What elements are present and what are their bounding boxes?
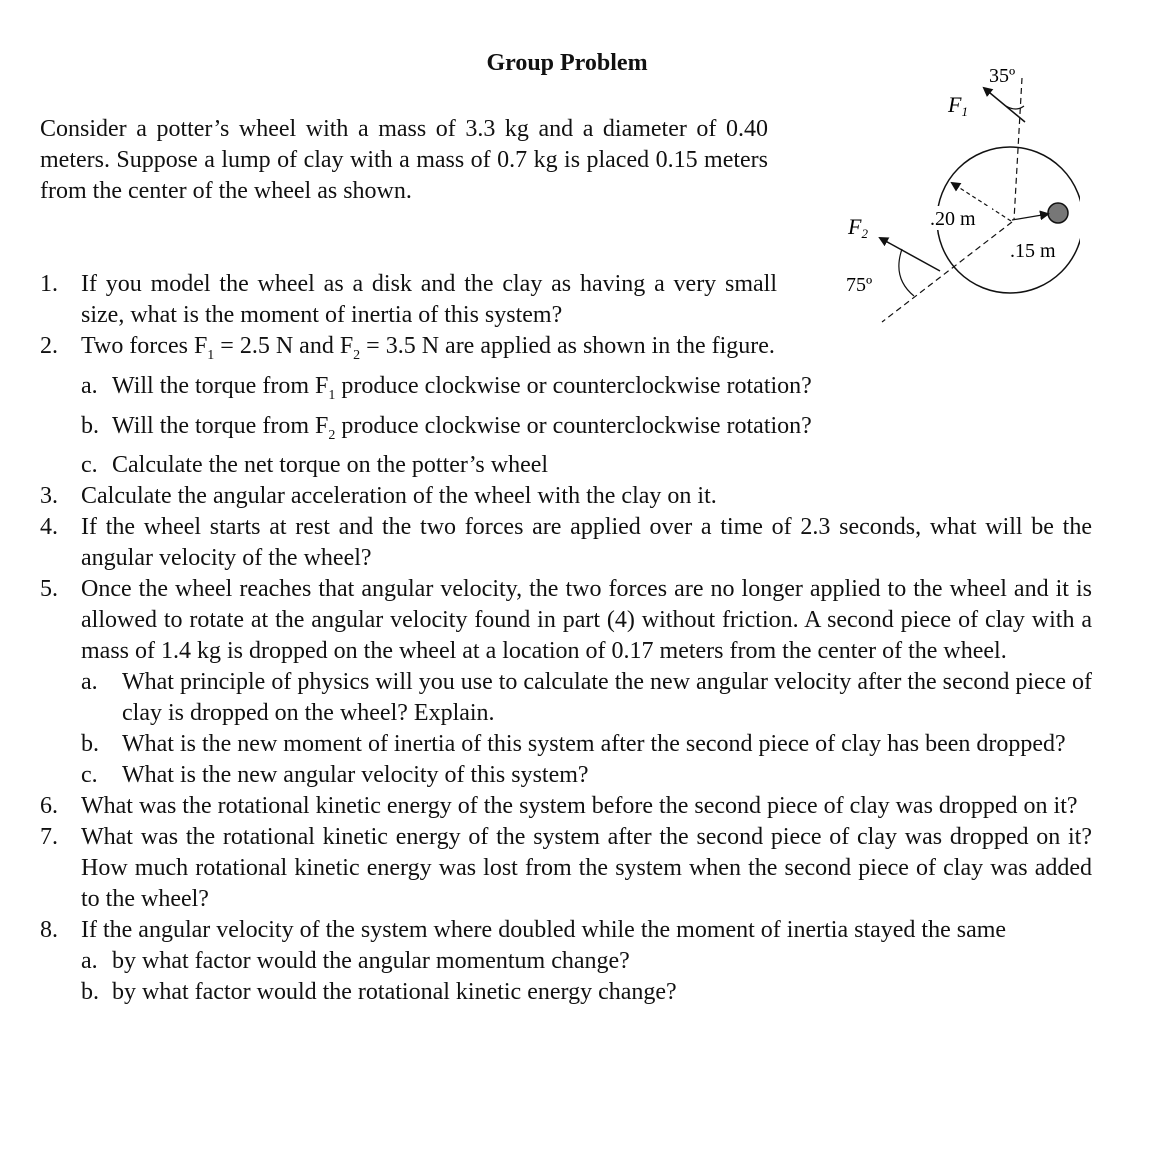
f2-label: F2 <box>848 214 868 241</box>
question-list <box>40 269 1092 1008</box>
clay-distance-arrow <box>1012 214 1048 220</box>
question-text: What was the rotational kinetic energy of the system after the second piece of clay was dropped on it? How much rotational kinetic energy was lost from the system when the second piece of clay was added to the wheel? <box>81 824 1092 913</box>
question-2 <box>40 331 1092 481</box>
intro-paragraph: Consider a potter’s wheel with a mass of 3.3 kg and a diameter of 0.40 meters. Suppose a lump of clay with a mass of 0.7 kg is placed 0.15 meters from the center of the wheel as shown. <box>40 116 768 204</box>
question-text: Two forces $F_1 = 2.5$ N and $F_2 = 3.5$ N are applied as shown in the figure. <box>81 333 775 363</box>
question-7 <box>40 822 1092 915</box>
question-4 <box>40 512 1092 574</box>
question-8a: a. by what factor would the angular momentum change? <box>81 948 630 975</box>
question-number: 8. <box>40 917 58 944</box>
question-1 <box>40 269 1092 331</box>
f1-reference-line <box>1014 78 1022 220</box>
question-text: Once the wheel reaches that angular velocity, the two forces are no longer applied to the wheel and it is allowed to rotate at the angular velocity found in part (4) without friction. A second piece of clay with a mass of 1.4 kg is dropped on the wheel at a location of 0.17 meters from the center of the wheel. <box>81 576 1092 665</box>
question-text: If you model the wheel as a disk and the clay as having a very small size, what is the moment of inertia of this system? <box>81 271 777 328</box>
question-2c: c. Calculate the net torque on the potter’s wheel <box>81 452 549 479</box>
question-2b: b. Will the torque from $F_2$ produce clockwise or counterclockwise rotation? <box>81 412 812 443</box>
question-2a: a. Will the torque from $F_1$ produce clockwise or counterclockwise rotation? <box>81 372 812 403</box>
question-5 <box>40 574 1092 791</box>
clay-distance-label: .15 m <box>1010 240 1056 262</box>
question-5b: b. What is the new moment of inertia of this system after the second piece of clay has been dropped? <box>81 731 1066 758</box>
f1-arrow <box>984 88 1025 122</box>
question-number: 2. <box>40 333 58 359</box>
question-8 <box>40 915 1092 1008</box>
question-number: 4. <box>40 514 58 541</box>
question-number: 3. <box>40 483 58 510</box>
question-number: 1. <box>40 271 58 297</box>
angle2-label: 75º <box>846 274 873 296</box>
f1-label: F1 <box>948 92 968 119</box>
page-title: Group Problem <box>486 50 648 76</box>
question-3 <box>40 481 1092 512</box>
clay-lump <box>1048 203 1068 223</box>
question-5a: a. What principle of physics will you use to calculate the new angular velocity after the second piece of clay is dropped on the wheel? Explain. <box>81 669 1092 727</box>
f2-arrow <box>880 238 940 271</box>
question-5c: c. What is the new angular velocity of this system? <box>81 762 589 789</box>
question-text: If the wheel starts at rest and the two forces are applied over a time of 2.3 seconds, what will be the angular velocity of the wheel? <box>81 514 1092 572</box>
angle1-label: 35º <box>989 65 1016 87</box>
question-8b: b. by what factor would the rotational kinetic energy change? <box>81 979 677 1006</box>
question-6 <box>40 791 1092 822</box>
question-text: If the angular velocity of the system where doubled while the moment of inertia stayed the same <box>81 917 1007 944</box>
question-number: 7. <box>40 824 58 851</box>
question-text: What was the rotational kinetic energy of the system before the second piece of clay was dropped on it? <box>81 793 1078 820</box>
question-text: Calculate the angular acceleration of the wheel with the clay on it. <box>81 483 717 510</box>
question-number: 5. <box>40 576 58 603</box>
radius-label: .20 m <box>930 208 976 230</box>
question-number: 6. <box>40 793 58 820</box>
